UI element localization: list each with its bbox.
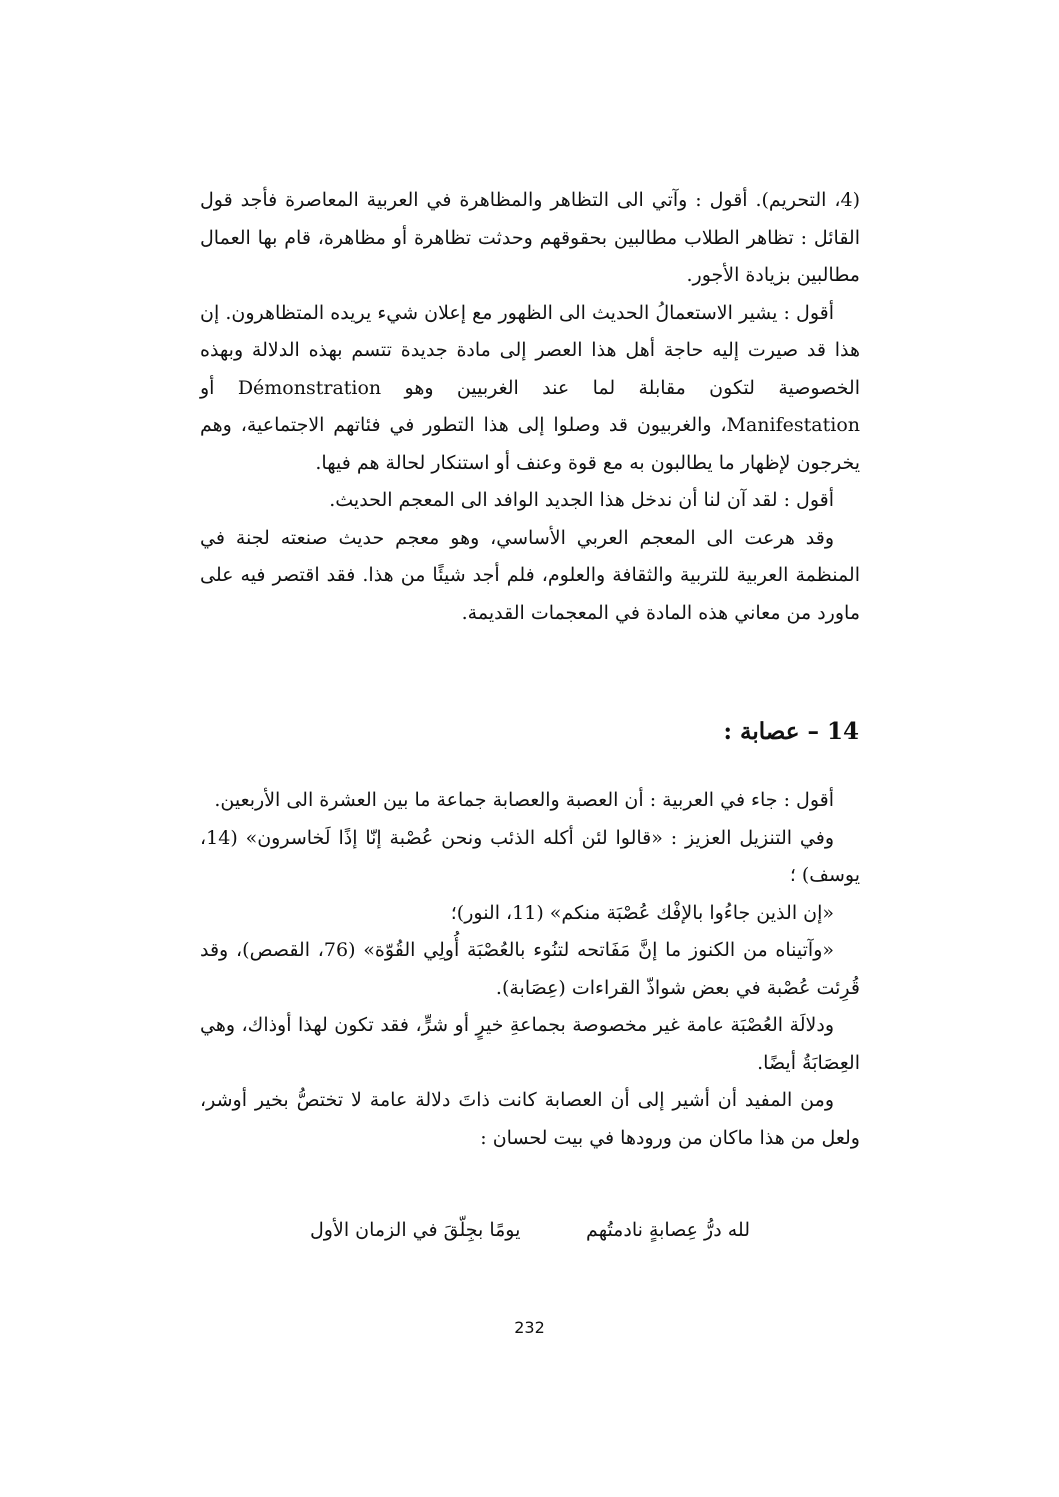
poetry-verse: [310, 1212, 750, 1248]
body-text-top: [200, 182, 860, 632]
page-number: 232: [514, 1318, 545, 1337]
paragraph: وفي التنزيل العزيز : «قالوا لئن أكله الذئب ونحن عُصْبة إنّا إذًا لَخاسرون» (14، يوسف) ؛: [200, 826, 860, 886]
verse-first-hemistich: لله درُّ عِصابةٍ نادمتُهم: [586, 1219, 750, 1241]
paragraph: ومن المفيد أن أشير إلى أن العصابة كانت ذاتَ دلالة عامة لا تختصُّ بخير أوشر، ولعل من هذا ماكان من ورودها في بيت لحسان :: [200, 1089, 860, 1149]
entry-number: 14: [826, 718, 859, 745]
paragraph: أقول : يشير الاستعمالُ الحديث الى الظهور مع إعلان شيء يريده المتظاهرون. إن هذا قد صيرت إليه حاجة أهل هذا العصر إلى مادة جديدة تتسم بهذه الدلالة وبهذه الخصوصية لتكون مقابلة لما عند الغربيين وهو Démonstration أو Manifestation، والغربيون قد وصلوا إلى هذا التطور في فئاتهم الاجتماعية، وهم يخرجون لإظهار ما يطالبون به مع قوة وعنف أو استنكار لحالة هم فيها.: [200, 301, 860, 474]
entry-heading: [459, 712, 859, 752]
paragraph: وقد هرعت الى المعجم العربي الأساسي، وهو معجم حديث صنعته لجنة في المنظمة العربية للتربية والثقافة والعلوم، فلم أجد شيئًا من هذا. فقد اقتصر فيه على ماورد من معاني هذه المادة في المعجمات القديمة.: [200, 526, 860, 624]
entry-title: عصابة :: [723, 718, 800, 745]
paragraph: أقول : جاء في العربية : أن العصبة والعصابة جماعة ما بين العشرة الى الأربعين.: [214, 789, 834, 811]
paragraph: ودلالَة العُصْبَة عامة غير مخصوصة بجماعةِ خيرٍ أو شرٍّ، فقد تكون لهذا أوذاك، وهي العِصَابَةُ أيضًا.: [200, 1014, 860, 1074]
paragraph: «إن الذين جاءُوا بالإفْك عُصْبَة منكم» (11، النور)؛: [450, 901, 834, 924]
paragraph: أقول : لقد آن لنا أن ندخل هذا الجديد الوافد الى المعجم الحديث.: [329, 489, 834, 511]
body-text-bottom: [200, 782, 860, 1157]
entry-dash: –: [807, 718, 819, 745]
verse-second-hemistich: يومًا بجِلّقَ في الزمان الأول: [310, 1219, 521, 1241]
paragraph: (4، التحريم). أقول : وآتي الى التظاهر والمظاهرة في العربية المعاصرة فأجد قول القائل : تظاهر الطلاب مطالبين بحقوقهم وحدثت تظاهرة أو مظاهرة، قام بها العمال مطالبين بزيادة الأجور.: [200, 189, 860, 286]
paragraph: «وآتيناه من الكنوز ما إنَّ مَفَاتحه لتنُوء بالعُصْبَة أُولِي القُوّة» (76، القصص)، وقد قُرِئت عُصْبة في بعض شواذّ القراءات (عِصَابة).: [200, 939, 860, 999]
